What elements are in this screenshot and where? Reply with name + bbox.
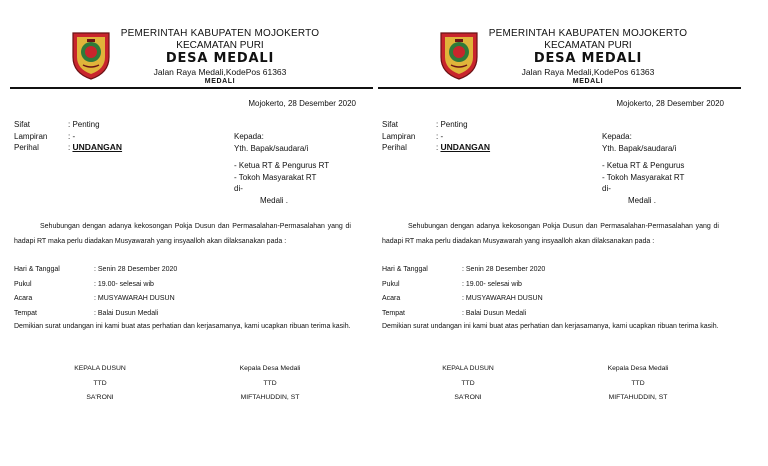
kop-line2: KECAMATAN PURI <box>176 40 264 51</box>
meta-value: : - <box>68 131 76 141</box>
sign-ttd: TTD <box>93 379 107 387</box>
sign-name: MIFTAHUDDIN, ST <box>608 394 668 401</box>
sign-title: Kepala Desa Medali <box>239 365 301 372</box>
signature-kepala-dusun <box>40 362 160 406</box>
sign-ttd: TTD <box>263 379 277 387</box>
closing-paragraph: Demikian surat undangan ini kami buat atas perhatian dan kerjasamanya, kami ucapkan ribuan terima kasih. <box>382 323 719 330</box>
recipient-line: - Ketua RT & Pengurus RT <box>234 161 330 170</box>
agenda-key: Pukul <box>14 280 32 288</box>
agenda-key: Acara <box>382 295 401 302</box>
letter-left <box>10 0 380 466</box>
recipient-line: Medali . <box>628 195 657 205</box>
letter-meta <box>14 119 122 154</box>
kop-line1: PEMERINTAH KABUPATEN MOJOKERTO <box>488 28 688 39</box>
meta-colon: : <box>436 143 439 152</box>
signature-kepala-dusun <box>408 362 528 406</box>
sign-name: SA'RONI <box>454 394 482 401</box>
agenda-value: : 19.00- selesai wib <box>94 280 154 288</box>
sign-ttd: TTD <box>461 379 475 387</box>
recipient-line: Medali . <box>260 195 289 205</box>
agenda-key: Hari & Tanggal <box>382 266 428 273</box>
meta-key: Sifat <box>382 120 399 129</box>
agenda-key: Hari & Tanggal <box>14 266 60 273</box>
meta-colon: : <box>68 143 71 152</box>
meta-value: : Penting <box>436 120 468 129</box>
closing-paragraph: Demikian surat undangan ini kami buat atas perhatian dan kerjasamanya, kami ucapkan ribuan terima kasih. <box>14 323 351 330</box>
kop-line4: Jalan Raya Medali,KodePos 61363 <box>521 67 655 77</box>
subject-undangan: UNDANGAN <box>440 142 491 152</box>
kop-line5: MEDALI <box>204 78 236 85</box>
meta-value <box>436 142 490 154</box>
signature-kepala-desa <box>210 362 330 406</box>
agenda-value: : MUSYAWARAH DUSUN <box>462 295 543 302</box>
header-divider <box>10 87 373 89</box>
body-paragraph <box>382 220 719 249</box>
letter-meta <box>382 119 490 154</box>
sign-title: KEPALA DUSUN <box>442 365 494 372</box>
meta-value: : Penting <box>68 120 100 129</box>
letter-date: Mojokerto, 28 Desember 2020 <box>248 99 356 108</box>
sign-name: MIFTAHUDDIN, ST <box>240 394 300 401</box>
letter-right <box>378 0 748 466</box>
agenda-list <box>14 263 177 321</box>
agenda-value: : Balai Dusun Medali <box>94 309 159 317</box>
agenda-value: : 19.00- selesai wib <box>462 280 522 288</box>
kop-line3: DESA MEDALI <box>533 51 643 66</box>
sign-ttd: TTD <box>631 379 645 387</box>
agenda-value: : MUSYAWARAH DUSUN <box>94 295 175 302</box>
agenda-key: Acara <box>14 295 33 302</box>
meta-key: Lampiran <box>382 131 416 141</box>
agenda-key: Tempat <box>382 309 405 317</box>
agenda-key: Pukul <box>382 280 400 288</box>
signature-kepala-desa <box>578 362 698 406</box>
recipient-line: Yth. Bapak/saudara/i <box>602 143 677 153</box>
recipient-line: - Tokoh Masyarakat RT <box>234 172 317 182</box>
body-text: Sehubungan dengan adanya kekosongan Pokja Dusun dan Permasalahan-Permasalahan yang di hadapi RT maka perlu diadakan Musyawarah yang insyaalloh akan dilaksanakan pada : <box>14 223 351 245</box>
kop-line5: MEDALI <box>572 78 604 85</box>
recipient-block <box>234 131 374 206</box>
meta-value <box>68 142 122 154</box>
recipient-line: - Tokoh Masyarakat RT <box>602 172 685 182</box>
recipient-line: di- <box>602 184 611 193</box>
subject-undangan: UNDANGAN <box>72 142 123 152</box>
agenda-value: : Senin 28 Desember 2020 <box>462 266 546 273</box>
body-paragraph <box>14 220 351 249</box>
agenda-list <box>382 263 545 321</box>
agenda-value: : Balai Dusun Medali <box>462 309 527 317</box>
kop-line4: Jalan Raya Medali,KodePos 61363 <box>153 67 287 77</box>
header-divider <box>378 87 741 89</box>
recipient-line: Kepada: <box>234 132 264 141</box>
kop-line1: PEMERINTAH KABUPATEN MOJOKERTO <box>120 28 320 39</box>
meta-key: Perihal <box>14 143 39 152</box>
agenda-value: : Senin 28 Desember 2020 <box>94 266 178 273</box>
meta-key: Lampiran <box>14 131 48 141</box>
recipient-line: Kepada: <box>602 132 632 141</box>
meta-value: : - <box>436 131 444 141</box>
recipient-line: - Ketua RT & Pengurus <box>602 161 685 170</box>
sign-name: SA'RONI <box>86 394 114 401</box>
sign-title: KEPALA DUSUN <box>74 365 126 372</box>
meta-key: Perihal <box>382 143 407 152</box>
kop-line2: KECAMATAN PURI <box>544 40 632 51</box>
recipient-line: di- <box>234 184 243 193</box>
sign-title: Kepala Desa Medali <box>607 365 669 372</box>
meta-key: Sifat <box>14 120 31 129</box>
recipient-block <box>602 131 742 206</box>
recipient-line: Yth. Bapak/saudara/i <box>234 143 309 153</box>
agenda-key: Tempat <box>14 309 37 317</box>
body-text: Sehubungan dengan adanya kekosongan Pokja Dusun dan Permasalahan-Permasalahan yang di hadapi RT maka perlu diadakan Musyawarah yang insyaalloh akan dilaksanakan pada : <box>382 223 719 245</box>
kop-line3: DESA MEDALI <box>165 51 275 66</box>
letter-date: Mojokerto, 28 Desember 2020 <box>616 99 724 108</box>
